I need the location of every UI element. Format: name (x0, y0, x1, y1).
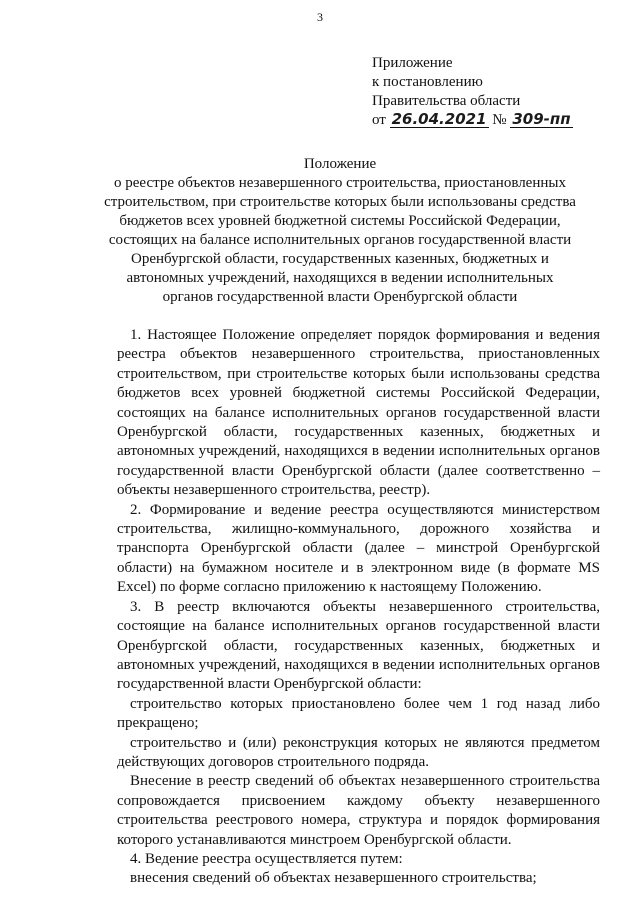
page-number: 3 (317, 10, 323, 24)
document-body (117, 326, 600, 889)
handwritten-number: 309-пп (512, 110, 571, 128)
appendix-header (372, 54, 573, 130)
title-line: органов государственной власти Оренбургской области (162, 289, 518, 305)
paragraph: строительство которых приостановлено более чем 1 год назад либо прекращено; (117, 695, 600, 732)
paragraph: 1. Настоящее Положение определяет порядок формирования и ведения реестра объектов незавершенного строительства, приостановленных строительством, при строительстве которых были использованы средства бюджетов всех уровней бюджетной системы Российской Федерации, состоящих на балансе исполнительных органов государственной власти Оренбургской области, государственных казенных, бюджетных и автономных учреждений, находящихся в ведении исполнительных органов государственной власти Оренбургской области (далее соответственно – объекты незавершенного строительства, реестр). (117, 327, 600, 499)
title-line: Положение (303, 156, 377, 172)
title-line: Оренбургской области, государственных казенных, бюджетных и (131, 251, 549, 267)
appendix-line: к постановлению (372, 74, 483, 90)
handwritten-date: 26.04.2021 (391, 110, 487, 128)
date-prefix: от (372, 112, 386, 128)
document-title (90, 155, 590, 307)
appendix-line: Правительства области (372, 93, 521, 109)
title-line: автономных учреждений, находящихся в ведении исполнительных (126, 270, 554, 286)
appendix-line: Приложение (372, 55, 453, 71)
title-line: строительством, при строительстве которых были использованы средства (104, 194, 576, 210)
title-line: бюджетов всех уровней бюджетной системы Российской Федерации, (119, 213, 561, 229)
paragraph: Внесение в реестр сведений об объектах незавершенного строительства сопровождается присвоением каждому объекту незавершенного строительства реестрового номера, структура и порядок формирования которого устанавливаются минстроем Оренбургской области. (117, 773, 600, 848)
paragraph: внесения сведений об объектах незавершенного строительства; (130, 870, 537, 887)
paragraph: 3. В реестр включаются объекты незавершенного строительства, состоящие на балансе исполнительных органов государственной власти Оренбургской области, государственных казенных, бюджетных и автономных учреждений, находящихся в ведении исполнительных органов государственной власти Оренбургской области: (117, 598, 600, 693)
title-line: состоящих на балансе исполнительных органов государственной власти (108, 232, 572, 248)
appendix-date-line (372, 111, 573, 130)
paragraph: 2. Формирование и ведение реестра осуществляются министерством строительства, жилищно-коммунального, дорожного хозяйства и транспорта Оренбургской области (далее – минстрой Оренбургской области) на бумажном носителе и в электронном виде (в формате MS Excel) по форме согласно приложению к настоящему Положению. (117, 501, 600, 596)
number-sign: № (492, 112, 507, 128)
title-line: о реестре объектов незавершенного строительства, приостановленных (114, 175, 566, 191)
paragraph: 4. Ведение реестра осуществляется путем: (130, 850, 403, 867)
paragraph: строительство и (или) реконструкция которых не являются предметом действующих договоров строительного подряда. (117, 734, 600, 770)
